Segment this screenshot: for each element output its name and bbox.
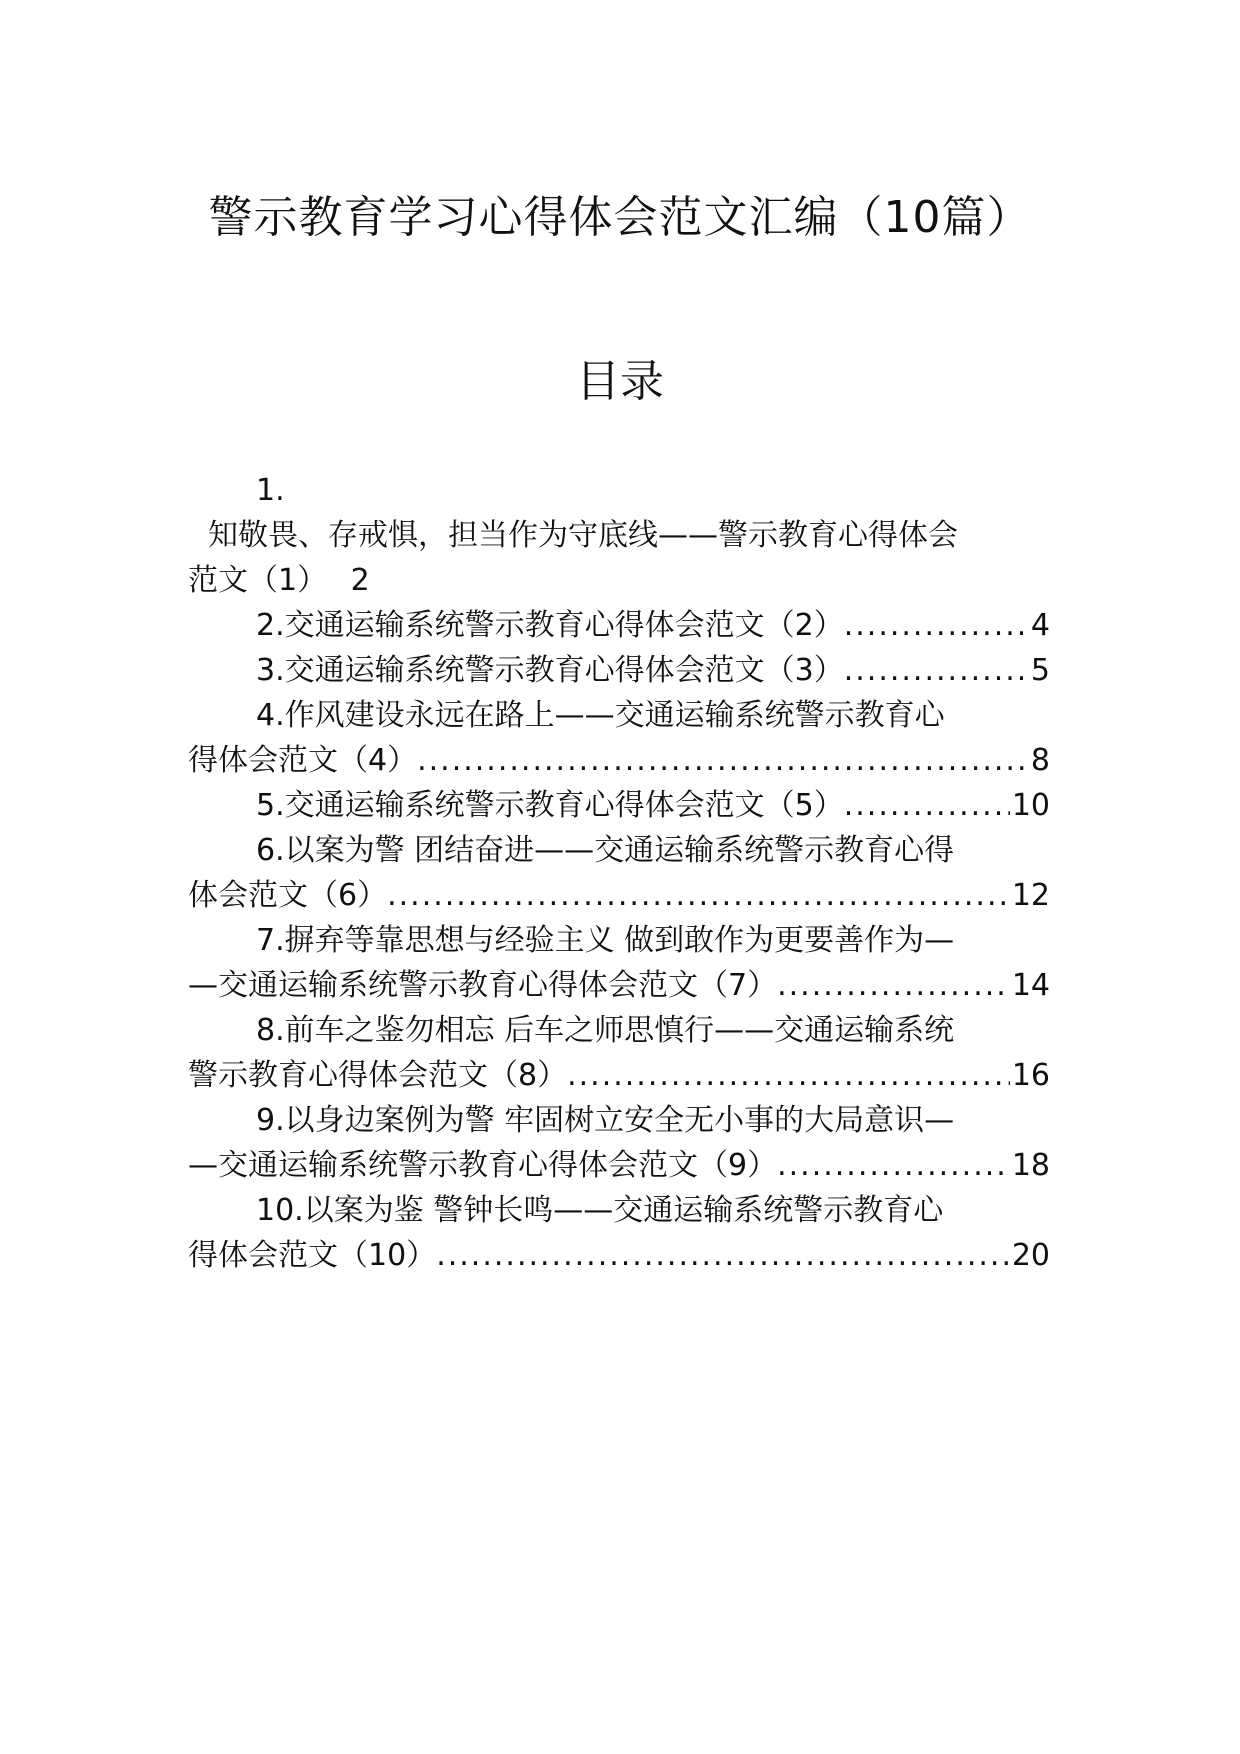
toc-entry-page: 8 bbox=[1030, 743, 1050, 778]
toc-dot-leader bbox=[777, 1143, 1010, 1188]
toc-entry-page: 18 bbox=[1011, 1148, 1050, 1183]
toc-entry-page: 12 bbox=[1011, 878, 1050, 913]
toc-entry-4[interactable] bbox=[188, 693, 1050, 783]
toc-entry-title: 7.摒弃等靠思想与经验主义 做到敢作为更要善作为— bbox=[256, 923, 955, 958]
toc-entry-title-end: 范文（1） bbox=[188, 563, 328, 598]
toc-entry-page: 10 bbox=[1011, 788, 1050, 823]
toc-entry-title: 5.交通运输系统警示教育心得体会范文（5） bbox=[256, 788, 844, 823]
toc-dot-leader bbox=[417, 738, 1029, 783]
toc-entry-title: 4.作风建设永远在路上——交通运输系统警示教育心 bbox=[256, 698, 945, 733]
toc-entry-page: 2 bbox=[350, 563, 370, 598]
toc-entry-title-cont: —交通运输系统警示教育心得体会范文（9） bbox=[188, 1148, 778, 1183]
toc-entry-number: 1. bbox=[256, 473, 285, 508]
toc-dot-leader bbox=[844, 603, 1029, 648]
toc-entry-title: 9.以身边案例为警 牢固树立安全无小事的大局意识— bbox=[256, 1103, 955, 1138]
document-title: 警示教育学习心得体会范文汇编（10篇） bbox=[208, 192, 1032, 243]
toc-entry-title-cont: 体会范文（6） bbox=[188, 878, 388, 913]
toc-entry-8[interactable] bbox=[188, 1008, 1050, 1098]
toc-entry-title: 10.以案为鉴 警钟长鸣——交通运输系统警示教育心 bbox=[256, 1193, 944, 1228]
toc-entry-title-cont: —交通运输系统警示教育心得体会范文（7） bbox=[188, 968, 778, 1003]
toc-entry-5[interactable] bbox=[188, 783, 1050, 828]
toc-entry-page: 16 bbox=[1011, 1058, 1050, 1093]
toc-dot-leader bbox=[387, 873, 1010, 918]
toc-dot-leader bbox=[436, 1233, 1010, 1278]
table-of-contents bbox=[188, 468, 1050, 1278]
toc-entry-title: 知敬畏、存戒惧，担当作为守底线——警示教育心得体会 bbox=[208, 518, 958, 553]
toc-entry-title: 8.前车之鉴勿相忘 后车之师思慎行——交通运输系统 bbox=[256, 1013, 955, 1048]
toc-entry-page: 4 bbox=[1030, 608, 1050, 643]
toc-entry-10[interactable] bbox=[188, 1188, 1050, 1278]
toc-entry-2[interactable] bbox=[188, 603, 1050, 648]
toc-entry-9[interactable] bbox=[188, 1098, 1050, 1188]
toc-dot-leader bbox=[844, 783, 1010, 828]
toc-entry-1[interactable] bbox=[188, 468, 1050, 603]
toc-entry-title-cont: 得体会范文（10） bbox=[188, 1238, 437, 1273]
toc-dot-leader bbox=[777, 963, 1010, 1008]
toc-heading: 目录 bbox=[576, 356, 664, 407]
toc-entry-title: 2.交通运输系统警示教育心得体会范文（2） bbox=[256, 608, 844, 643]
toc-entry-title-cont: 警示教育心得体会范文（8） bbox=[188, 1058, 568, 1093]
toc-entry-page: 14 bbox=[1011, 968, 1050, 1003]
toc-entry-7[interactable] bbox=[188, 918, 1050, 1008]
toc-entry-title-cont: 得体会范文（4） bbox=[188, 743, 418, 778]
toc-dot-leader bbox=[844, 648, 1029, 693]
toc-entry-page: 20 bbox=[1011, 1238, 1050, 1273]
toc-entry-6[interactable] bbox=[188, 828, 1050, 918]
toc-dot-leader bbox=[567, 1053, 1010, 1098]
toc-entry-title: 3.交通运输系统警示教育心得体会范文（3） bbox=[256, 653, 844, 688]
toc-entry-page: 5 bbox=[1030, 653, 1050, 688]
toc-entry-3[interactable] bbox=[188, 648, 1050, 693]
toc-entry-title-cont bbox=[188, 558, 1050, 603]
toc-entry-title: 6.以案为警 团结奋进——交通运输系统警示教育心得 bbox=[256, 833, 955, 868]
